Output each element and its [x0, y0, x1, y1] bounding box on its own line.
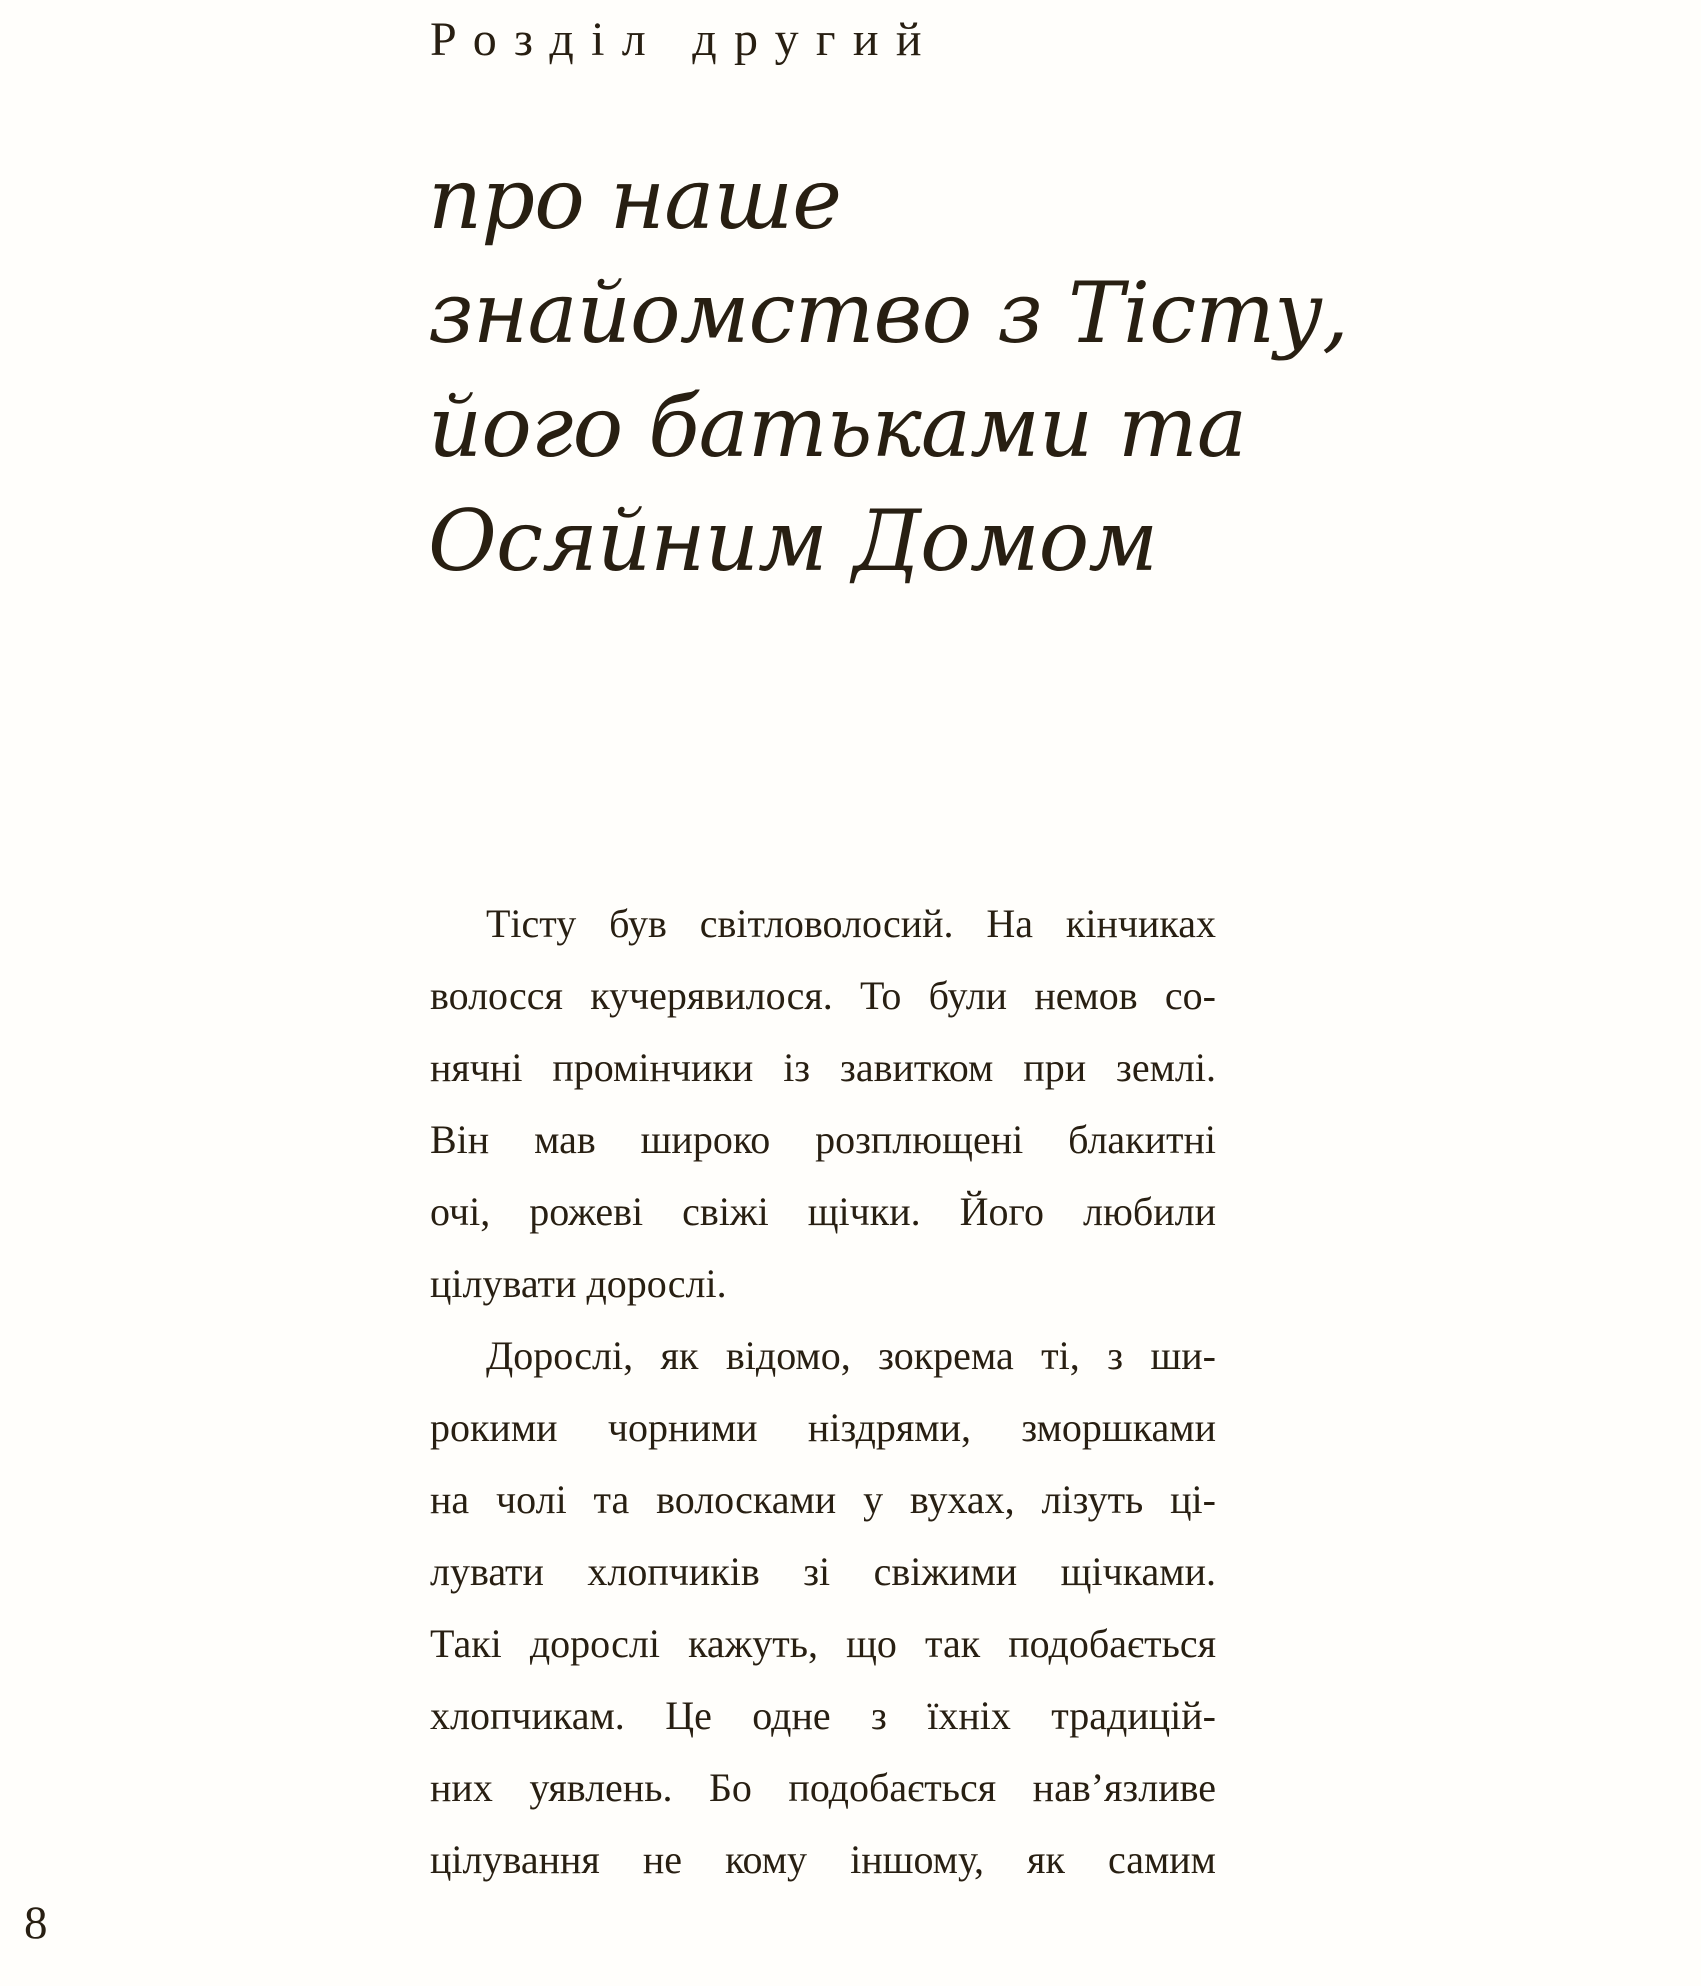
- text-line: нячні промінчики із завитком при землі.: [430, 1045, 1216, 1090]
- chapter-title-line: його батьками та: [428, 378, 1247, 476]
- text-line: Дорослі, як відомо, зокрема ті, з ши-: [486, 1333, 1216, 1378]
- text-line: очі, рожеві свіжі щічки. Його любили: [430, 1189, 1216, 1234]
- text-line: лувати хлопчиків зі свіжими щічками.: [430, 1549, 1216, 1594]
- text-line: цілувати дорослі.: [430, 1261, 727, 1306]
- text-line: Він мав широко розплющені блакитні: [430, 1117, 1216, 1162]
- text-line: на чолі та волосками у вухах, лізуть ці-: [430, 1477, 1216, 1522]
- text-line: них уявлень. Бо подобається нав’язливе: [430, 1765, 1216, 1810]
- page-number: 8: [24, 1897, 48, 1949]
- paragraph: [430, 888, 1216, 1320]
- text-line: цілування не кому іншому, як самим: [430, 1837, 1216, 1882]
- text-line: рокими чорними ніздрями, зморшками: [430, 1405, 1216, 1450]
- chapter-title-line: Осяйним Домом: [428, 492, 1158, 590]
- text-line: Такі дорослі кажуть, що так подобається: [430, 1621, 1216, 1666]
- text-line: хлопчикам. Це одне з їхніх традицій-: [430, 1693, 1216, 1738]
- text-line: Тісту був світловолосий. На кінчиках: [486, 901, 1216, 946]
- body-text: [430, 888, 1216, 1896]
- chapter-title: [428, 142, 1348, 598]
- paragraph: [430, 1320, 1216, 1896]
- chapter-title-line: про наше: [428, 150, 842, 248]
- text-line: волосся кучерявилося. То були немов со-: [430, 973, 1216, 1018]
- chapter-kicker: Розділ другий: [430, 13, 939, 66]
- chapter-title-line: знайомство з Тісту,: [428, 264, 1348, 362]
